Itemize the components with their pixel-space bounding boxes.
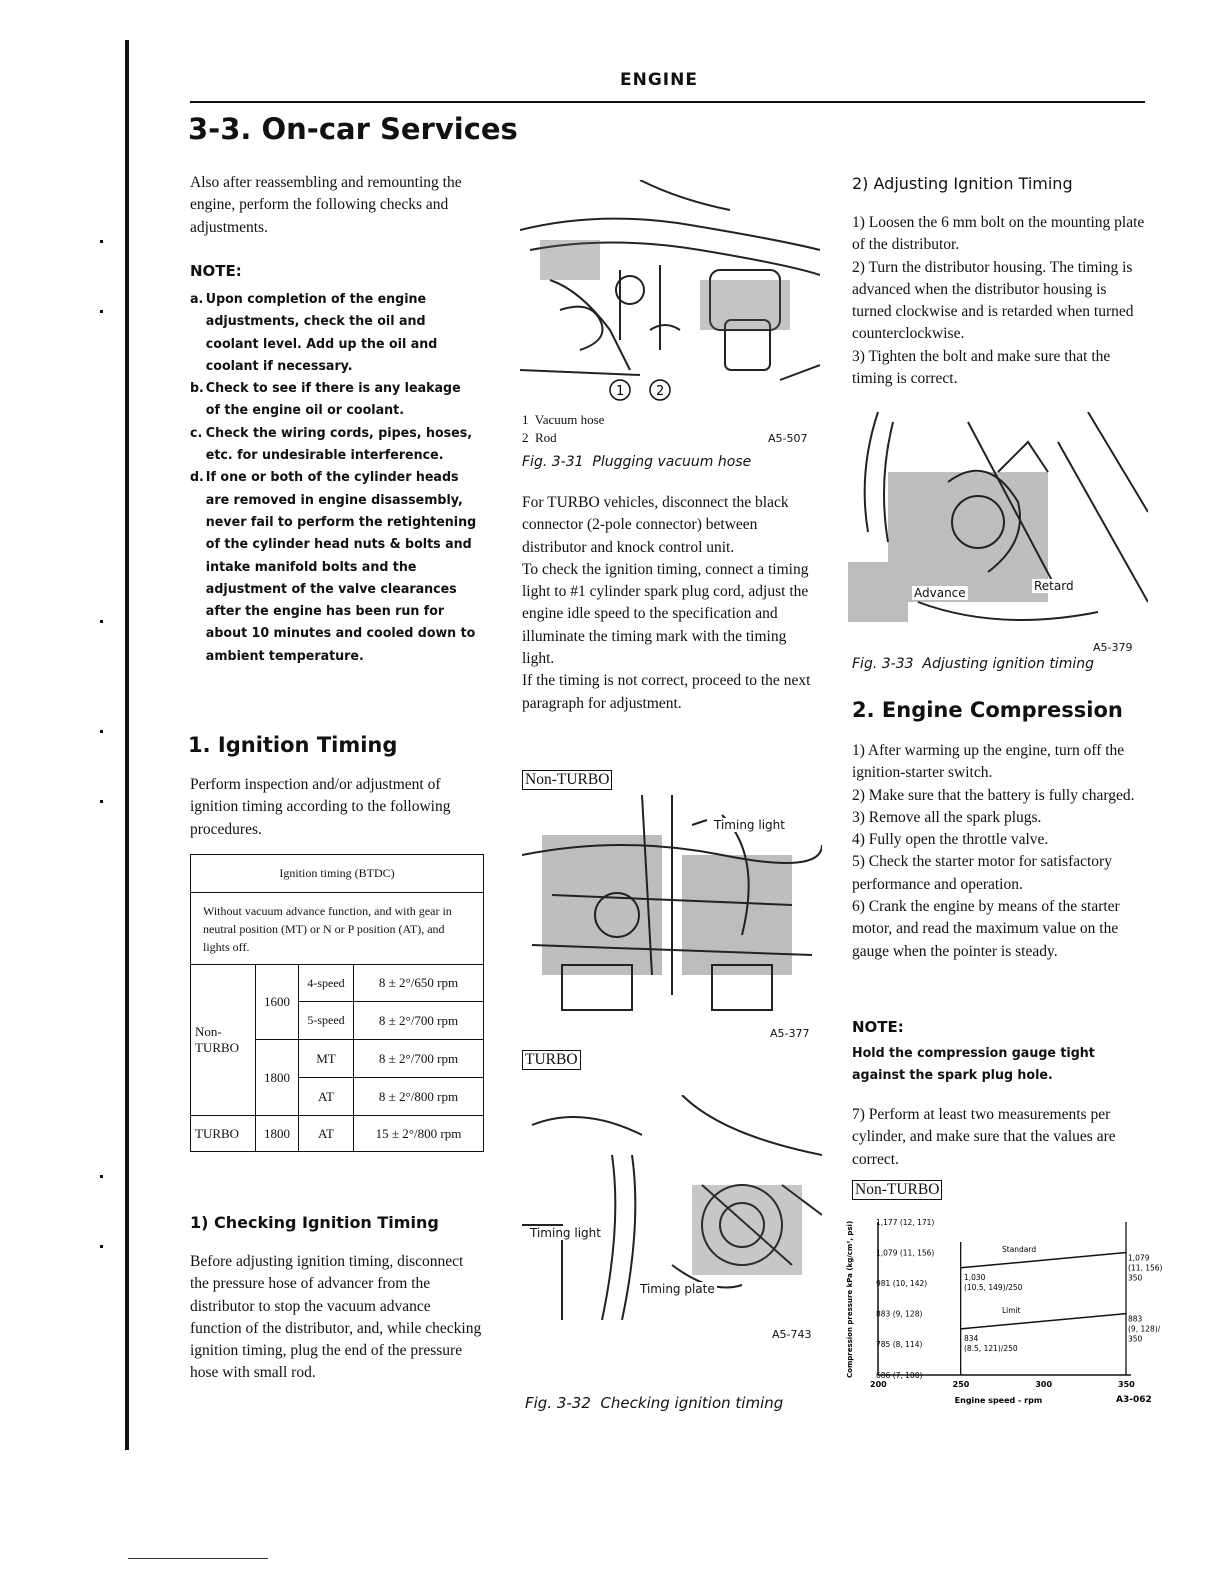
subheading-adjusting-ignition-timing: 2) Adjusting Ignition Timing	[852, 174, 1073, 193]
compression-chart	[840, 1210, 1170, 1420]
chart-point-label: (10.5, 149)/250	[963, 1282, 1023, 1292]
trans-cell: AT	[299, 1116, 354, 1152]
chart-series-name: Standard	[1002, 1245, 1037, 1255]
adjusting-step: 3) Tighten the bolt and make sure that the timing is correct.	[852, 347, 1111, 388]
chart-x-tick-label: 300	[1035, 1380, 1053, 1389]
note-text: Upon completion of the engine adjustments, check the oil and coolant level. Add up the oil and coolant if necessary.	[205, 291, 438, 374]
binding-dot	[100, 620, 103, 623]
nonturbo-tag: Non-TURBO	[522, 770, 612, 790]
trans-cell: AT	[299, 1078, 354, 1116]
chart-series-line	[961, 1253, 1126, 1268]
chart-y-tick-label: 1,177 (12, 171)	[876, 1218, 935, 1227]
binding-edge-mark	[125, 40, 129, 1450]
fig33-code: A5-379	[1093, 641, 1133, 654]
chart-x-tick-label: 350	[1118, 1380, 1135, 1389]
bottom-rule	[128, 1558, 268, 1559]
timing-plate-label: Timing plate	[640, 1282, 715, 1296]
compression-step: 3) Remove all the spark plugs.	[852, 808, 1042, 826]
fig33-caption: Fig. 3-33 Adjusting ignition timing	[852, 656, 1094, 672]
displacement-cell: 1800	[256, 1116, 299, 1152]
middle-para-3: If the timing is not correct, proceed to the next paragraph for adjustment.	[522, 672, 811, 712]
note-letter: c.	[190, 424, 203, 441]
fig31-callout-1: 1	[616, 384, 625, 399]
chart-y-tick-label: 981 (10, 142)	[876, 1279, 928, 1289]
fig31-caption: Fig. 3-31 Plugging vacuum hose	[522, 454, 752, 470]
timing-value-cell: 8 ± 2°/650 rpm	[354, 965, 484, 1002]
note-item	[190, 422, 478, 467]
subheading-checking-ignition-timing: 1) Checking Ignition Timing	[190, 1213, 439, 1232]
note-letter: d.	[190, 469, 204, 486]
note-letter: a.	[190, 291, 204, 307]
adjusting-step: 2) Turn the distributor housing. The timing is advanced when the distributor housing is turned clockwise and is retarded when turned counterclockwise.	[852, 258, 1134, 343]
compression-nonturbo-tag: Non-TURBO	[852, 1180, 942, 1200]
timing-value-cell: 8 ± 2°/700 rpm	[354, 1002, 484, 1040]
checking-paragraph: Before adjusting ignition timing, disconnect the pressure hose of advancer from the distributor to stop the vacuum advance function of the distributor, and, while checking ignition timing, plug the end of the pressure hose with small rod.	[190, 1253, 482, 1382]
header-rule	[190, 101, 1145, 103]
middle-para-2: To check the ignition timing, connect a timing light to #1 cylinder spark plug cord, adjust the engine idle speed to the specification and illuminate the timing mark with the timing light.	[522, 560, 809, 668]
binding-dot	[100, 1175, 103, 1178]
chart-y-tick-label: 785 (8, 114)	[876, 1340, 923, 1350]
chart-x-tick-label: 250	[952, 1380, 970, 1389]
note-item	[190, 377, 478, 422]
binding-dot	[100, 1245, 103, 1248]
binding-dot	[100, 310, 103, 313]
compression-step: 2) Make sure that the battery is fully charged.	[852, 786, 1135, 804]
timing-light-label-turbo: Timing light	[530, 1226, 601, 1240]
fig32-caption: Fig. 3-32 Checking ignition timing	[525, 1394, 784, 1412]
page-title: 3-3. On-car Services	[188, 112, 518, 146]
section-heading-engine-compression: 2. Engine Compression	[852, 698, 1123, 722]
chart-point-label: 1,079	[1128, 1253, 1150, 1263]
timing-light-label: Timing light	[714, 818, 785, 832]
fig32-code-turbo: A5-743	[772, 1328, 812, 1341]
trans-cell: 5-speed	[299, 1002, 354, 1040]
chart-point-label: (9, 128)/	[1128, 1324, 1161, 1334]
timing-value-cell: 8 ± 2°/800 rpm	[354, 1078, 484, 1116]
compression-note-text: Hold the compression gauge tight against the spark plug hole.	[852, 1045, 1095, 1084]
adjusting-step: 1) Loosen the 6 mm bolt on the mounting plate of the distributor.	[852, 214, 1145, 254]
note-item	[190, 288, 478, 377]
ignition-timing-table	[190, 854, 484, 1152]
trans-cell: 4-speed	[299, 965, 354, 1002]
binding-dot	[100, 240, 103, 243]
middle-para-1: For TURBO vehicles, disconnect the black connector (2-pole connector) between distributor and knock control unit.	[522, 494, 789, 556]
fig32-code-nonturbo: A5-377	[770, 1027, 810, 1040]
fig31-legend-2: 2 Rod	[522, 430, 557, 445]
adjusting-steps	[852, 212, 1146, 390]
chart-point-label: 350	[1128, 1273, 1143, 1283]
compression-step: 5) Check the starter motor for satisfactory performance and operation.	[852, 853, 1112, 893]
fig-3-33-illustration	[848, 412, 1148, 637]
binding-dot	[100, 730, 103, 733]
running-header: ENGINE	[620, 70, 698, 90]
intro-paragraph: Also after reassembling and remounting the engine, perform the following checks and adjustments.	[190, 174, 462, 236]
compression-steps	[852, 740, 1146, 963]
advance-label: Advance	[914, 586, 966, 600]
chart-x-tick-label: 200	[870, 1380, 887, 1389]
fig-3-31-illustration	[520, 180, 820, 405]
chart-point-label: 1,030	[963, 1272, 986, 1282]
fig31-callout-2: 2	[656, 384, 665, 399]
note-text: If one or both of the cylinder heads are removed in engine disassembly, never fail to perform the retightening of the cylinder head nuts & bolts and intake manifold bolts and the adjustment of the valve clearances after the engine has been run for about 10 minutes and cooled down to ambient temperature.	[205, 469, 477, 664]
chart-y-axis-title: Compression pressure kPa (kg/cm², psi)	[846, 1220, 854, 1378]
note-text: Check to see if there is any leakage of the engine oil or coolant.	[205, 380, 461, 419]
fig31-code: A5-507	[768, 432, 808, 445]
chart-series-line	[961, 1314, 1126, 1329]
note-letter: b.	[190, 380, 204, 397]
binding-dot	[100, 800, 103, 803]
chart-code: A3-062	[1116, 1395, 1152, 1405]
note-label: NOTE:	[190, 262, 242, 280]
nonturbo-cell: Non-TURBO	[191, 965, 256, 1116]
chart-y-tick-label: 883 (9, 128)	[876, 1309, 923, 1319]
chart-point-label: 350	[1128, 1334, 1143, 1344]
compression-step: 1) After warming up the engine, turn off the ignition-starter switch.	[852, 742, 1125, 782]
section1-intro: Perform inspection and/or adjustment of ignition timing according to the following procedures.	[190, 776, 451, 838]
displacement-cell: 1600	[256, 965, 299, 1040]
displacement-cell: 1800	[256, 1040, 299, 1116]
chart-y-tick-label: 1,079 (11, 156)	[876, 1248, 935, 1258]
compression-step-7: 7) Perform at least two measurements per cylinder, and make sure that the values are correct.	[852, 1106, 1116, 1168]
chart-point-label: (8.5, 121)/250	[963, 1343, 1018, 1353]
timing-value-cell: 15 ± 2°/800 rpm	[354, 1116, 484, 1152]
trans-cell: MT	[299, 1040, 354, 1078]
section-heading-ignition-timing: 1. Ignition Timing	[188, 733, 398, 757]
chart-series-name: Limit	[1002, 1306, 1021, 1316]
turbo-cell: TURBO	[191, 1116, 256, 1152]
compression-step: 4) Fully open the throttle valve.	[852, 831, 1049, 849]
fig31-legend-1: 1 Vacuum hose	[522, 412, 605, 427]
table-header: Ignition timing (BTDC)	[191, 855, 484, 893]
note-list	[190, 288, 478, 667]
chart-point-label: 883	[1128, 1314, 1143, 1324]
chart-point-label: 834	[963, 1333, 979, 1343]
retard-label: Retard	[1034, 579, 1074, 593]
compression-note-label: NOTE:	[852, 1018, 904, 1036]
chart-x-axis-title: Engine speed - rpm	[954, 1396, 1043, 1405]
note-item	[190, 466, 478, 667]
turbo-connector-paragraph	[522, 492, 816, 715]
compression-step: 6) Crank the engine by means of the starter motor, and read the maximum value on the gauge when the pointer is steady.	[852, 898, 1120, 960]
chart-y-tick-label: 686 (7, 100)	[876, 1371, 923, 1380]
chart-point-label: (11, 156)	[1128, 1263, 1163, 1273]
note-text: Check the wiring cords, pipes, hoses, etc. for undesirable interference.	[205, 424, 473, 464]
turbo-tag: TURBO	[522, 1050, 581, 1070]
timing-value-cell: 8 ± 2°/700 rpm	[354, 1040, 484, 1078]
table-condition: Without vacuum advance function, and with gear in neutral position (MT) or N or P position (AT), and lights off.	[191, 893, 484, 965]
